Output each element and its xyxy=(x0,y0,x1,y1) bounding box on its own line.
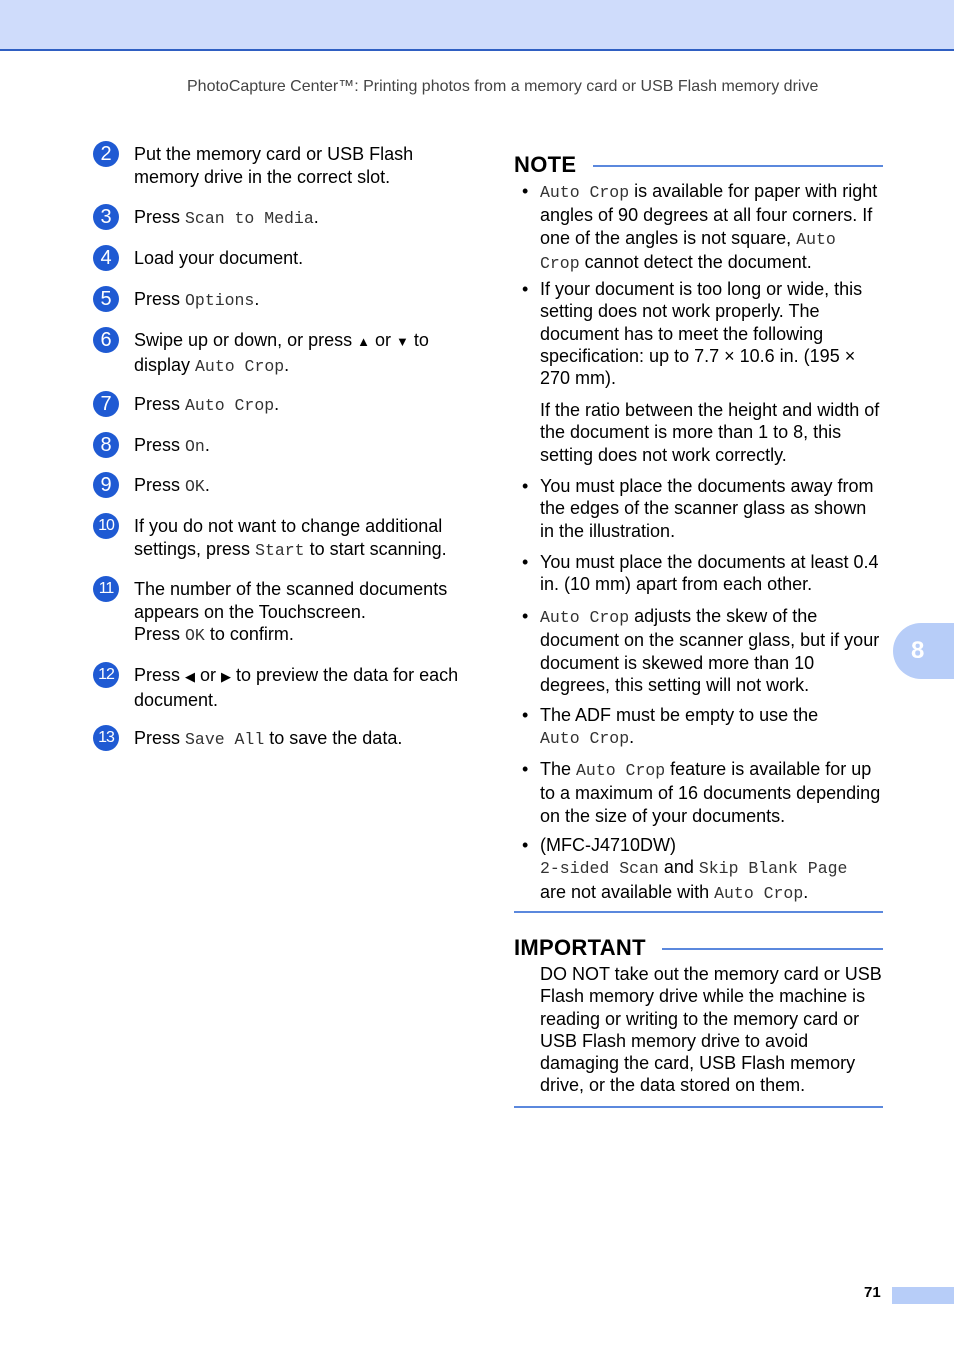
step-number-badge: 6 xyxy=(93,327,119,353)
step-text: The number of the scanned documents appears on the Touchscreen. Press OK to confirm. xyxy=(134,579,448,645)
bullet-icon: • xyxy=(522,705,529,725)
step-number-badge: 2 xyxy=(93,141,119,167)
step-text: Press Auto Crop. xyxy=(134,394,280,415)
step-text: Press ◀ or ▶ to preview the data for each document. xyxy=(134,665,459,710)
code-text: OK xyxy=(185,626,205,645)
step-text: Press Save All to save the data. xyxy=(134,728,403,749)
note-heading: NOTE xyxy=(514,152,577,177)
step-number-badge: 13 xyxy=(93,725,119,751)
code-text: Options xyxy=(185,291,255,310)
step-number-badge: 3 xyxy=(93,204,119,230)
note-heading-rule xyxy=(593,165,883,167)
code-text: OK xyxy=(185,477,205,496)
chapter-tab: 8 xyxy=(893,623,954,679)
step-number-badge: 5 xyxy=(93,286,119,312)
bullet-icon: • xyxy=(522,606,529,626)
code-text: Save All xyxy=(185,730,265,749)
step-number-badge: 8 xyxy=(93,432,119,458)
right-arrow-icon: ▶ xyxy=(221,669,232,684)
page-number: 71 xyxy=(864,1284,881,1301)
step-text: Press Options. xyxy=(134,289,260,310)
up-arrow-icon: ▲ xyxy=(357,334,370,349)
code-text: Start xyxy=(255,540,305,560)
step-number-badge: 4 xyxy=(93,245,119,271)
step-text: Swipe up or down, or press ▲ or ▼ to display Auto Crop. xyxy=(134,330,429,376)
down-arrow-icon: ▼ xyxy=(396,334,409,349)
top-header-band xyxy=(0,0,954,51)
step-text: Press OK. xyxy=(134,475,210,496)
important-text: DO NOT take out the memory card or USB Flash memory drive while the machine is reading or writing to the memory card or USB Flash memory drive to avoid damaging the card, USB Flash memory drive, or the data stored on them. xyxy=(540,964,882,1096)
step-text: If you do not want to change additional settings, press Start to start scanning. xyxy=(134,516,447,560)
step-number-badge: 11 xyxy=(93,576,119,602)
step-text: Press On. xyxy=(134,435,210,456)
code-text: Auto Crop xyxy=(185,396,275,415)
step-number-badge: 7 xyxy=(93,391,119,417)
code-text: Auto Crop xyxy=(195,356,285,376)
bullet-icon: • xyxy=(522,835,529,855)
left-arrow-icon: ◀ xyxy=(185,669,196,684)
step-text: Press Scan to Media. xyxy=(134,207,319,228)
important-heading: IMPORTANT xyxy=(514,935,646,960)
bullet-icon: • xyxy=(522,759,529,779)
bullet-icon: • xyxy=(522,279,529,299)
step-text: Put the memory card or USB Flash memory drive in the correct slot. xyxy=(134,144,414,187)
code-text: On xyxy=(185,437,205,456)
page-number-bar xyxy=(892,1287,954,1304)
running-header: PhotoCapture Center™: Printing photos from a memory card or USB Flash memory drive xyxy=(187,78,819,95)
step-number-badge: 12 xyxy=(93,662,119,688)
step-number-badge: 9 xyxy=(93,472,119,498)
bullet-icon: • xyxy=(522,181,529,201)
important-bottom-rule xyxy=(514,1106,883,1108)
note-bottom-rule xyxy=(514,911,883,913)
step-number-badge: 10 xyxy=(93,513,119,539)
step-text: Load your document. xyxy=(134,248,304,268)
bullet-icon: • xyxy=(522,476,529,496)
note-ratio-paragraph: If the ratio between the height and width of the document is more than 1 to 8, this setting does not work correctly. xyxy=(540,400,880,465)
important-heading-rule xyxy=(662,948,883,950)
bullet-icon: • xyxy=(522,552,529,572)
code-text: Scan to Media xyxy=(185,209,314,228)
